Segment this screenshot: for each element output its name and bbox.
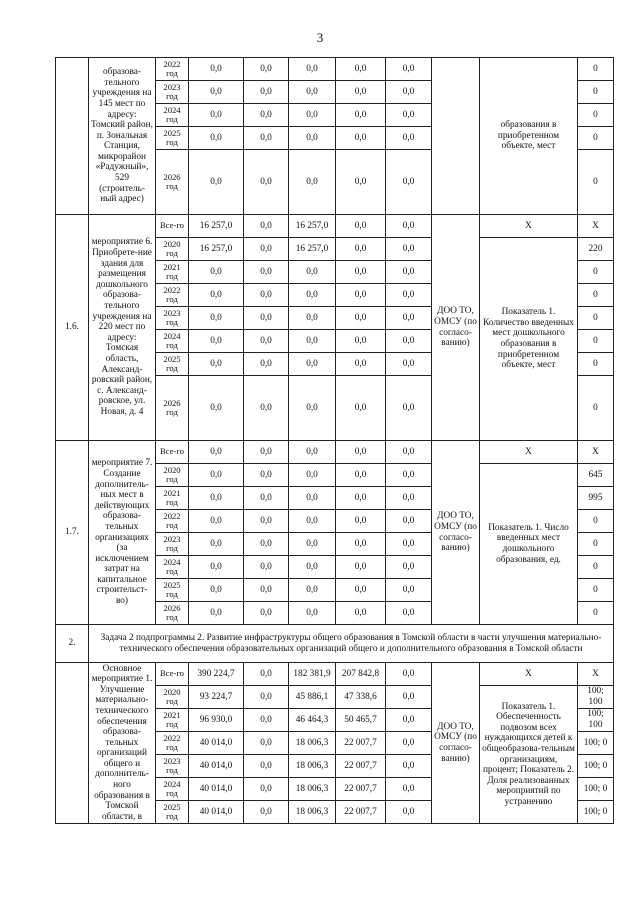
indicator-value: 0 <box>578 150 614 215</box>
indicator-value: 100; 100 <box>578 709 614 732</box>
other-value: 0,0 <box>386 58 432 81</box>
year-cell: 2020 год <box>156 686 189 709</box>
other-value: 0,0 <box>386 709 432 732</box>
other-value: 0,0 <box>386 510 432 533</box>
total-value: 390 224,7 <box>189 663 244 686</box>
other-value: 0,0 <box>386 81 432 104</box>
total-value: 0,0 <box>189 353 244 376</box>
federal-value: 0,0 <box>244 150 289 215</box>
regional-value: 0,0 <box>289 353 336 376</box>
local-value: 22 007,7 <box>336 801 386 824</box>
local-value: 0,0 <box>336 307 386 330</box>
regional-value: 0,0 <box>289 556 336 579</box>
local-value: 0,0 <box>336 330 386 353</box>
federal-value: 0,0 <box>244 215 289 238</box>
total-value: 0,0 <box>189 330 244 353</box>
federal-value: 0,0 <box>244 238 289 261</box>
regional-value: 0,0 <box>289 602 336 625</box>
table-row <box>56 663 614 686</box>
regional-value: 0,0 <box>289 104 336 127</box>
other-value: 0,0 <box>386 150 432 215</box>
federal-value: 0,0 <box>244 441 289 464</box>
indicator-value: 0 <box>578 376 614 441</box>
total-value: 16 257,0 <box>189 215 244 238</box>
local-value: 0,0 <box>336 556 386 579</box>
executor: ДОО ТО, ОМСУ (по согласо-ванию) <box>432 215 480 441</box>
other-value: 0,0 <box>386 353 432 376</box>
other-value: 0,0 <box>386 663 432 686</box>
indicator-text: Показатель 1. Число введенных мест дошкольного образования, ед. <box>480 464 578 625</box>
federal-value: 0,0 <box>244 709 289 732</box>
regional-value: 18 006,3 <box>289 732 336 755</box>
other-value: 0,0 <box>386 487 432 510</box>
other-value: 0,0 <box>386 556 432 579</box>
federal-value: 0,0 <box>244 104 289 127</box>
indicator-text: образования в приобретенном объекте, мест <box>480 58 578 215</box>
local-value: 0,0 <box>336 104 386 127</box>
local-value: 0,0 <box>336 602 386 625</box>
year-cell: 2025 год <box>156 353 189 376</box>
total-value: 16 257,0 <box>189 238 244 261</box>
regional-value: 182 381,9 <box>289 663 336 686</box>
year-cell: 2021 год <box>156 487 189 510</box>
regional-value: 0,0 <box>289 579 336 602</box>
year-cell: 2026 год <box>156 602 189 625</box>
indicator-value: 0 <box>578 284 614 307</box>
table-row <box>56 441 614 464</box>
regional-value: 18 006,3 <box>289 778 336 801</box>
local-value: 0,0 <box>336 510 386 533</box>
total-value: 0,0 <box>189 556 244 579</box>
other-value: 0,0 <box>386 215 432 238</box>
indicator-value: 645 <box>578 464 614 487</box>
regional-value: 16 257,0 <box>289 215 336 238</box>
other-value: 0,0 <box>386 127 432 150</box>
local-value: 22 007,7 <box>336 778 386 801</box>
regional-value: 0,0 <box>289 330 336 353</box>
year-cell: 2021 год <box>156 261 189 284</box>
federal-value: 0,0 <box>244 376 289 441</box>
local-value: 0,0 <box>336 487 386 510</box>
other-value: 0,0 <box>386 533 432 556</box>
year-cell: 2023 год <box>156 81 189 104</box>
year-cell: Все-го <box>156 441 189 464</box>
regional-value: 16 257,0 <box>289 238 336 261</box>
year-cell: 2024 год <box>156 556 189 579</box>
local-value: 0,0 <box>336 238 386 261</box>
regional-value: 0,0 <box>289 376 336 441</box>
local-value: 0,0 <box>336 533 386 556</box>
local-value: 0,0 <box>336 127 386 150</box>
indicator-value: 100; 0 <box>578 732 614 755</box>
indicator-value: 0 <box>578 510 614 533</box>
year-cell: 2023 год <box>156 533 189 556</box>
indicator-value: 0 <box>578 307 614 330</box>
total-value: 0,0 <box>189 376 244 441</box>
indicator-value: 0 <box>578 81 614 104</box>
year-cell: 2022 год <box>156 732 189 755</box>
total-value: 0,0 <box>189 150 244 215</box>
total-value: 40 014,0 <box>189 755 244 778</box>
total-value: 0,0 <box>189 510 244 533</box>
indicator-value: 0 <box>578 58 614 81</box>
regional-value: 46 464,3 <box>289 709 336 732</box>
other-value: 0,0 <box>386 376 432 441</box>
total-value: 40 014,0 <box>189 732 244 755</box>
task-text: Задача 2 подпрограммы 2. Развитие инфраструктуры общего образования в Томской области в части улучшения материально-технического обеспечения образовательных организаций общего и дополнительного образования в Томской области <box>89 625 614 663</box>
total-value: 0,0 <box>189 579 244 602</box>
indicator-text: Показатель 1. Количество введенных мест дошкольного образования в приобретенном объекте, мест <box>480 238 578 441</box>
local-value: 22 007,7 <box>336 732 386 755</box>
row-number <box>56 58 89 215</box>
other-value: 0,0 <box>386 732 432 755</box>
regional-value: 0,0 <box>289 441 336 464</box>
indicator-value: 0 <box>578 104 614 127</box>
federal-value: 0,0 <box>244 732 289 755</box>
regional-value: 0,0 <box>289 284 336 307</box>
indicator-value: 100; 100 <box>578 686 614 709</box>
indicator-value: 0 <box>578 353 614 376</box>
year-cell: 2021 год <box>156 709 189 732</box>
indicator-value: 0 <box>578 533 614 556</box>
federal-value: 0,0 <box>244 81 289 104</box>
federal-value: 0,0 <box>244 755 289 778</box>
year-cell: Все-го <box>156 663 189 686</box>
local-value: 47 338,6 <box>336 686 386 709</box>
other-value: 0,0 <box>386 801 432 824</box>
indicator-x: X <box>480 663 578 686</box>
local-value: 0,0 <box>336 353 386 376</box>
year-cell: 2022 год <box>156 58 189 81</box>
total-value: 0,0 <box>189 104 244 127</box>
total-value: 0,0 <box>189 464 244 487</box>
total-value: 0,0 <box>189 441 244 464</box>
local-value: 0,0 <box>336 376 386 441</box>
table-row <box>56 58 614 81</box>
regional-value: 0,0 <box>289 81 336 104</box>
total-value: 0,0 <box>189 81 244 104</box>
local-value: 22 007,7 <box>336 755 386 778</box>
year-cell: 2026 год <box>156 376 189 441</box>
total-value: 40 014,0 <box>189 801 244 824</box>
federal-value: 0,0 <box>244 58 289 81</box>
federal-value: 0,0 <box>244 579 289 602</box>
indicator-value: 0 <box>578 127 614 150</box>
other-value: 0,0 <box>386 686 432 709</box>
regional-value: 0,0 <box>289 510 336 533</box>
indicator-value: 220 <box>578 238 614 261</box>
total-value: 0,0 <box>189 602 244 625</box>
total-value: 93 224,7 <box>189 686 244 709</box>
local-value: 0,0 <box>336 81 386 104</box>
year-cell: 2025 год <box>156 579 189 602</box>
year-cell: 2022 год <box>156 284 189 307</box>
task-number: 2. <box>56 625 89 663</box>
total-value: 0,0 <box>189 58 244 81</box>
indicator-value: 100; 0 <box>578 801 614 824</box>
federal-value: 0,0 <box>244 556 289 579</box>
year-cell: 2020 год <box>156 464 189 487</box>
total-value: 0,0 <box>189 487 244 510</box>
indicator-value: 995 <box>578 487 614 510</box>
local-value: 0,0 <box>336 441 386 464</box>
local-value: 0,0 <box>336 579 386 602</box>
other-value: 0,0 <box>386 238 432 261</box>
indicator-value: 0 <box>578 261 614 284</box>
regional-value: 0,0 <box>289 464 336 487</box>
local-value: 207 842,8 <box>336 663 386 686</box>
other-value: 0,0 <box>386 104 432 127</box>
row-number: 1.6. <box>56 215 89 441</box>
year-cell: 2026 год <box>156 150 189 215</box>
federal-value: 0,0 <box>244 602 289 625</box>
regional-value: 0,0 <box>289 150 336 215</box>
year-cell: 2023 год <box>156 755 189 778</box>
indicator-value: 100; 0 <box>578 755 614 778</box>
year-cell: 2025 год <box>156 801 189 824</box>
federal-value: 0,0 <box>244 801 289 824</box>
federal-value: 0,0 <box>244 487 289 510</box>
local-value: 50 465,7 <box>336 709 386 732</box>
other-value: 0,0 <box>386 307 432 330</box>
local-value: 0,0 <box>336 284 386 307</box>
indicator-value: 100; 0 <box>578 778 614 801</box>
executor: ДОО ТО, ОМСУ (по согласо-ванию) <box>432 663 480 824</box>
total-value: 0,0 <box>189 261 244 284</box>
activity-name: Основное мероприятие 1. Улучшение материально-технического обеспечения образова-тельных организаций общего и дополнитель-ного образования в Томской области, в <box>89 663 156 824</box>
regional-value: 0,0 <box>289 127 336 150</box>
other-value: 0,0 <box>386 602 432 625</box>
other-value: 0,0 <box>386 755 432 778</box>
regional-value: 45 886,1 <box>289 686 336 709</box>
indicator-x: X <box>480 215 578 238</box>
federal-value: 0,0 <box>244 533 289 556</box>
year-cell: 2024 год <box>156 778 189 801</box>
other-value: 0,0 <box>386 579 432 602</box>
indicator-value: 0 <box>578 556 614 579</box>
year-cell: Все-го <box>156 215 189 238</box>
regional-value: 0,0 <box>289 533 336 556</box>
year-cell: 2023 год <box>156 307 189 330</box>
federal-value: 0,0 <box>244 510 289 533</box>
indicator-x: X <box>480 441 578 464</box>
local-value: 0,0 <box>336 464 386 487</box>
row-number: 1.7. <box>56 441 89 625</box>
other-value: 0,0 <box>386 330 432 353</box>
page-number: 3 <box>316 30 324 45</box>
local-value: 0,0 <box>336 150 386 215</box>
year-cell: 2025 год <box>156 127 189 150</box>
activity-name: образова-тельного учреждения на 145 мест по адресу: Томский район, п. Зональная Станция, микрорайон «Радужный», 529 (строитель-ный адрес) <box>89 58 156 215</box>
indicator-value: 0 <box>578 602 614 625</box>
activity-name: мероприятие 6. Приобрете-ние здания для размещения дошкольного образова-тельного учреждения на 220 мест по адресу: Томская область, Александ-ровский район, с. Александ-ровское, ул. Новая, д. 4 <box>89 215 156 441</box>
year-cell: 2020 год <box>156 238 189 261</box>
task-row <box>56 625 614 663</box>
indicator-text: Показатель 1. Обеспеченность подвозом всех нуждающихся детей к общеобразова-тельным организациям, процент; Показатель 2. Доля реализованных мероприятий по устранению <box>480 686 578 824</box>
federal-value: 0,0 <box>244 284 289 307</box>
other-value: 0,0 <box>386 284 432 307</box>
local-value: 0,0 <box>336 215 386 238</box>
federal-value: 0,0 <box>244 464 289 487</box>
table-row <box>56 215 614 238</box>
regional-value: 0,0 <box>289 58 336 81</box>
federal-value: 0,0 <box>244 127 289 150</box>
regional-value: 0,0 <box>289 261 336 284</box>
total-value: 40 014,0 <box>189 778 244 801</box>
local-value: 0,0 <box>336 58 386 81</box>
regional-value: 0,0 <box>289 487 336 510</box>
total-value: 96 930,0 <box>189 709 244 732</box>
federal-value: 0,0 <box>244 353 289 376</box>
year-cell: 2024 год <box>156 330 189 353</box>
regional-value: 0,0 <box>289 307 336 330</box>
other-value: 0,0 <box>386 441 432 464</box>
total-value: 0,0 <box>189 284 244 307</box>
federal-value: 0,0 <box>244 686 289 709</box>
indicator-value: 0 <box>578 579 614 602</box>
total-value: 0,0 <box>189 533 244 556</box>
federal-value: 0,0 <box>244 330 289 353</box>
total-value: 0,0 <box>189 307 244 330</box>
indicator-value: X <box>578 663 614 686</box>
indicator-value: X <box>578 215 614 238</box>
executor: ДОО ТО, ОМСУ (по согласо-ванию) <box>432 441 480 625</box>
row-number <box>56 663 89 824</box>
other-value: 0,0 <box>386 261 432 284</box>
executor <box>432 58 480 215</box>
local-value: 0,0 <box>336 261 386 284</box>
other-value: 0,0 <box>386 778 432 801</box>
regional-value: 18 006,3 <box>289 755 336 778</box>
other-value: 0,0 <box>386 464 432 487</box>
activity-name: мероприятие 7. Создание дополнитель-ных мест в действующих образова-тельных организациях (за исключением затрат на капитальное строительст-во) <box>89 441 156 625</box>
regional-value: 18 006,3 <box>289 801 336 824</box>
indicator-value: 0 <box>578 330 614 353</box>
total-value: 0,0 <box>189 127 244 150</box>
federal-value: 0,0 <box>244 663 289 686</box>
year-cell: 2022 год <box>156 510 189 533</box>
indicator-value: X <box>578 441 614 464</box>
year-cell: 2024 год <box>156 104 189 127</box>
federal-value: 0,0 <box>244 261 289 284</box>
program-table <box>55 57 614 824</box>
federal-value: 0,0 <box>244 307 289 330</box>
federal-value: 0,0 <box>244 778 289 801</box>
